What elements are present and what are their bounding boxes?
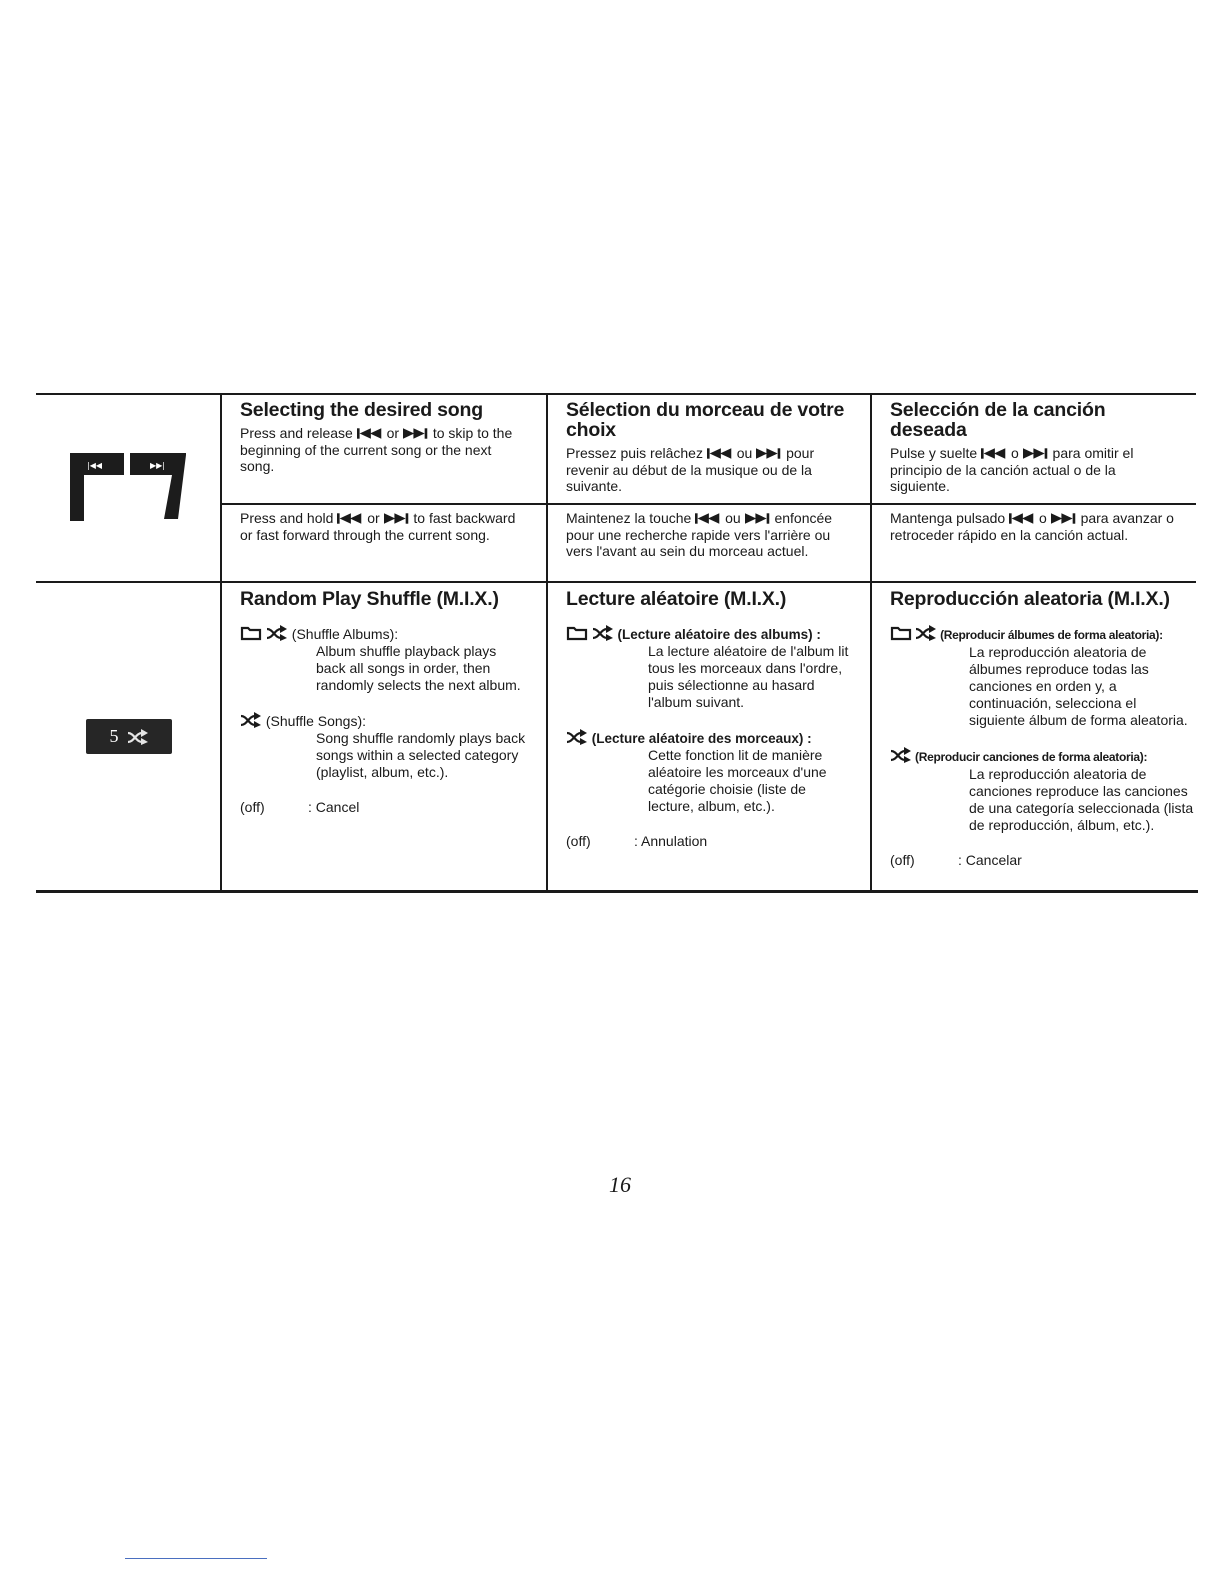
fr-song-release-text: Pressez puis relâchez ou pour revenir au début de la musique ou de la suivante. <box>566 445 815 494</box>
row1-mid-rule <box>221 503 1196 505</box>
mix-button-number: 5 <box>109 726 119 746</box>
es-song-hold-text: Mantenga pulsado o para avanzar o retroceder rápido en la canción actual. <box>890 510 1174 543</box>
es-off-key: (off) <box>890 852 915 868</box>
es-off-value: : Cancelar <box>958 852 1022 868</box>
skip-back-icon <box>337 512 363 525</box>
es-song-title: Selección de la canción deseada <box>890 399 1106 441</box>
en-shuffle-songs-desc: Song shuffle randomly plays back songs within a selected category (playlist, album, etc.). <box>316 730 526 780</box>
row1-fr-top <box>548 400 870 495</box>
footer-link-underline <box>125 1558 267 1559</box>
en-shuffle-albums-item <box>240 625 528 694</box>
row2-es <box>872 589 1200 869</box>
row1-en-top <box>222 400 546 475</box>
fr-shuffle-songs-label: (Lecture aléatoire des morceaux) : <box>591 731 812 746</box>
row1-es-top <box>872 400 1196 495</box>
fr-shuffle-songs-item <box>566 729 852 815</box>
shuffle-icon <box>915 625 937 641</box>
row1-en-bottom <box>222 510 546 543</box>
fr-song-hold-text: Maintenez la touche ou enfoncée pour une recherche rapide vers l'arrière ou vers l'avant au sein du morceau actuel. <box>566 510 833 559</box>
shuffle-icon <box>266 625 288 641</box>
shuffle-icon <box>890 747 912 763</box>
skip-forward-icon <box>384 512 410 525</box>
shuffle-icon <box>566 729 588 745</box>
row-divider-rule <box>36 581 1196 583</box>
es-shuffle-albums-label: (Reproducir álbumes de forma aleatoria): <box>940 628 1163 642</box>
shuffle-icon <box>240 712 262 728</box>
en-song-release-text: Press and release or to skip to the beginning of the current song or the next song. <box>240 425 513 474</box>
en-shuffle-songs-item <box>240 712 528 781</box>
en-shuffle-title: Random Play Shuffle (M.I.X.) <box>240 588 499 610</box>
folder-icon <box>566 625 588 641</box>
skip-forward-icon <box>1051 512 1077 525</box>
fr-song-title: Sélection du morceau de votre choix <box>566 399 845 441</box>
skip-buttons-illustration <box>68 451 192 523</box>
fr-shuffle-albums-item <box>566 625 852 711</box>
table-bottom-rule <box>36 890 1198 893</box>
row2-en <box>222 589 546 816</box>
shuffle-icon <box>592 625 614 641</box>
es-shuffle-title: Reproducción aleatoria (M.I.X.) <box>890 588 1170 610</box>
row1-fr-bottom <box>548 510 870 560</box>
skip-back-icon <box>981 447 1007 460</box>
fr-off-value: : Annulation <box>634 833 708 849</box>
skip-back-icon <box>707 447 733 460</box>
svg-text:|◀◀: |◀◀ <box>87 461 102 470</box>
skip-back-icon <box>357 427 383 440</box>
skip-forward-icon <box>756 447 782 460</box>
skip-forward-icon <box>745 512 771 525</box>
row2-fr <box>548 589 870 850</box>
table-top-rule <box>36 393 1196 395</box>
fr-shuffle-songs-desc: Cette fonction lit de manière aléatoire les morceaux d'une catégorie choisie (liste de lecture, album, etc.). <box>648 747 827 814</box>
en-song-title: Selecting the desired song <box>240 399 483 421</box>
en-off-value: : Cancel <box>308 799 360 815</box>
es-song-release-text: Pulse y suelte o para omitir el principio de la canción actual o de la siguiente. <box>890 445 1134 494</box>
folder-icon <box>890 625 912 641</box>
skip-forward-icon <box>1023 447 1049 460</box>
es-shuffle-albums-item <box>890 625 1196 729</box>
es-shuffle-songs-item <box>890 747 1196 834</box>
fr-shuffle-albums-desc: La lecture aléatoire de l'album lit tous les morceaux dans l'ordre, puis sélectionne au hasard l'album suivant. <box>648 643 849 710</box>
mix-button-illustration <box>86 719 172 754</box>
es-shuffle-songs-desc: La reproducción aleatoria de canciones reproduce las canciones de una categoría seleccionada (lista de reproducción, álbum, etc.). <box>969 766 1194 833</box>
skip-forward-icon <box>403 427 429 440</box>
svg-text:▶▶|: ▶▶| <box>150 461 165 470</box>
fr-off-row <box>566 833 852 850</box>
fr-off-key: (off) <box>566 833 591 849</box>
en-shuffle-albums-desc: Album shuffle playback plays back all songs in order, then randomly selects the next album. <box>316 643 521 693</box>
fr-shuffle-albums-label: (Lecture aléatoire des albums) : <box>617 627 821 642</box>
row1-es-bottom <box>872 510 1196 543</box>
folder-icon <box>240 625 262 641</box>
fr-shuffle-title: Lecture aléatoire (M.I.X.) <box>566 588 787 610</box>
shuffle-icon <box>127 729 149 745</box>
en-song-hold-text: Press and hold or to fast backward or fast forward through the current song. <box>240 510 516 543</box>
es-shuffle-albums-desc: La reproducción aleatoria de álbumes reproduce todas las canciones en orden y, a continuación, selecciona el siguiente álbum de forma aleatoria. <box>969 644 1188 728</box>
es-off-row <box>890 852 1196 869</box>
car-skip-buttons-icon <box>68 451 192 523</box>
en-shuffle-songs-label: (Shuffle Songs): <box>265 713 367 729</box>
en-shuffle-albums-label: (Shuffle Albums): <box>291 626 399 642</box>
es-shuffle-songs-label: (Reproducir canciones de forma aleatoria): <box>915 750 1148 764</box>
skip-back-icon <box>1009 512 1035 525</box>
skip-back-icon <box>695 512 721 525</box>
en-off-key: (off) <box>240 799 265 815</box>
en-off-row <box>240 799 528 816</box>
page-number: 16 <box>609 1172 631 1197</box>
